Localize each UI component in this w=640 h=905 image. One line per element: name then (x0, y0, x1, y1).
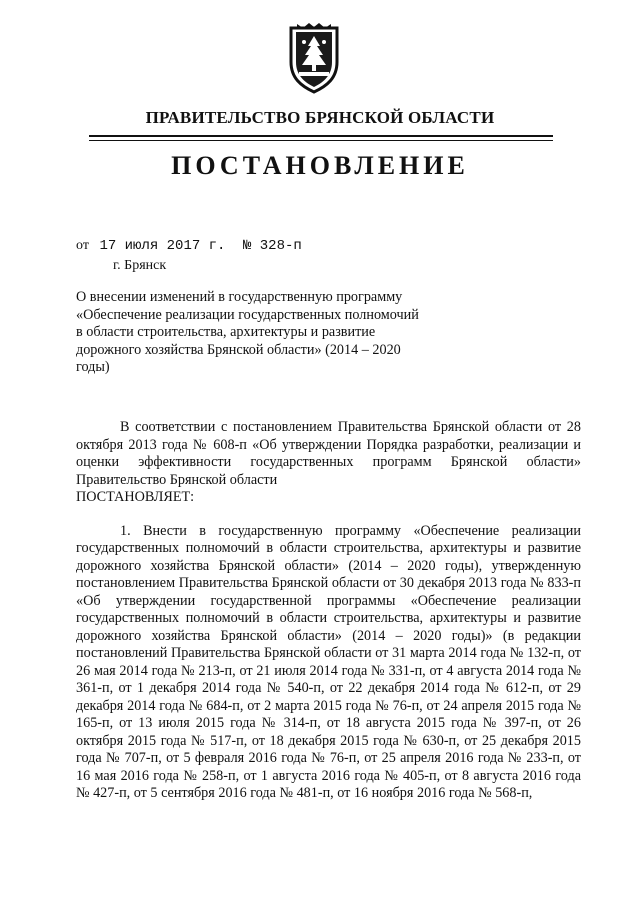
organization-name: ПРАВИТЕЛЬСТВО БРЯНСКОЙ ОБЛАСТИ (145, 108, 495, 127)
date-prefix: от (76, 238, 89, 253)
document-city: г. Брянск (113, 258, 167, 273)
item-1-paragraph: 1. Внести в государственную программу «Обеспечение реализации государственных полномочий в области строительства, архитектуры и развитие дорожного хозяйства Брянской области» (2014 – 2020 годы), утвержденную постановлением Правительства Брянской области от 30 декабря 2013 года № 833-п «Об утверждении государственной программы «Обеспечение реализации государственных полномочий в области строительства, архитектуры и развитие дорожного хозяйства Брянской области» (2014 – 2020 годы)» (в редакции постановлений Правительства Брянской области от 31 марта 2014 года № 132-п, от 26 мая 2014 года № 213-п, от 21 июля 2014 года № 331-п, от 4 августа 2014 года № 361-п, от 1 декабря 2014 года № 540-п, от 22 декабря 2014 года № 612-п, от 29 декабря 2014 года № 684-п, от 2 марта 2015 года № 76-п, от 24 апреля 2015 года № 165-п, от 13 июля 2015 года № 314-п, от 18 августа 2015 года № 397-п, от 26 октября 2015 года № 517-п, от 18 декабря 2015 года № 630-п, от 25 декабря 2015 года № 707-п, от 5 февраля 2016 года № 76-п, от 25 апреля 2016 года № 233-п, от 16 мая 2016 года № 258-п, от 1 августа 2016 года № 405-п, от 8 августа 2016 года № 427-п, от 5 сентября 2016 года № 481-п, от 16 ноября 2016 года № 568-п, (76, 522, 581, 801)
date-line (76, 238, 302, 254)
document-date: 17 июля 2017 г. (99, 238, 226, 254)
preamble-paragraph: В соответствии с постановлением Правительства Брянской области от 28 октября 2013 года № 608-п «Об утверждении Порядка разработки, реализации и оценки эффективности государственных программ Брянской области» Правительство Брянской области (76, 419, 581, 488)
document-title: ПОСТАНОВЛЕНИЕ (171, 151, 469, 180)
document-subject: О внесении изменений в государственную программу «Обеспечение реализации государственных полномочий в области строительства, архитектуры и развитие дорожного хозяйства Брянской области» (2014 – 2020 годы) (76, 289, 419, 375)
document-number: № 328-п (242, 238, 302, 254)
document-body (76, 419, 581, 803)
header-rule-thick (89, 135, 553, 137)
decree-heading: ПОСТАНОВЛЯЕТ: (76, 489, 195, 505)
coat-of-arms-icon (283, 22, 345, 94)
header-rule-thin (89, 140, 553, 141)
